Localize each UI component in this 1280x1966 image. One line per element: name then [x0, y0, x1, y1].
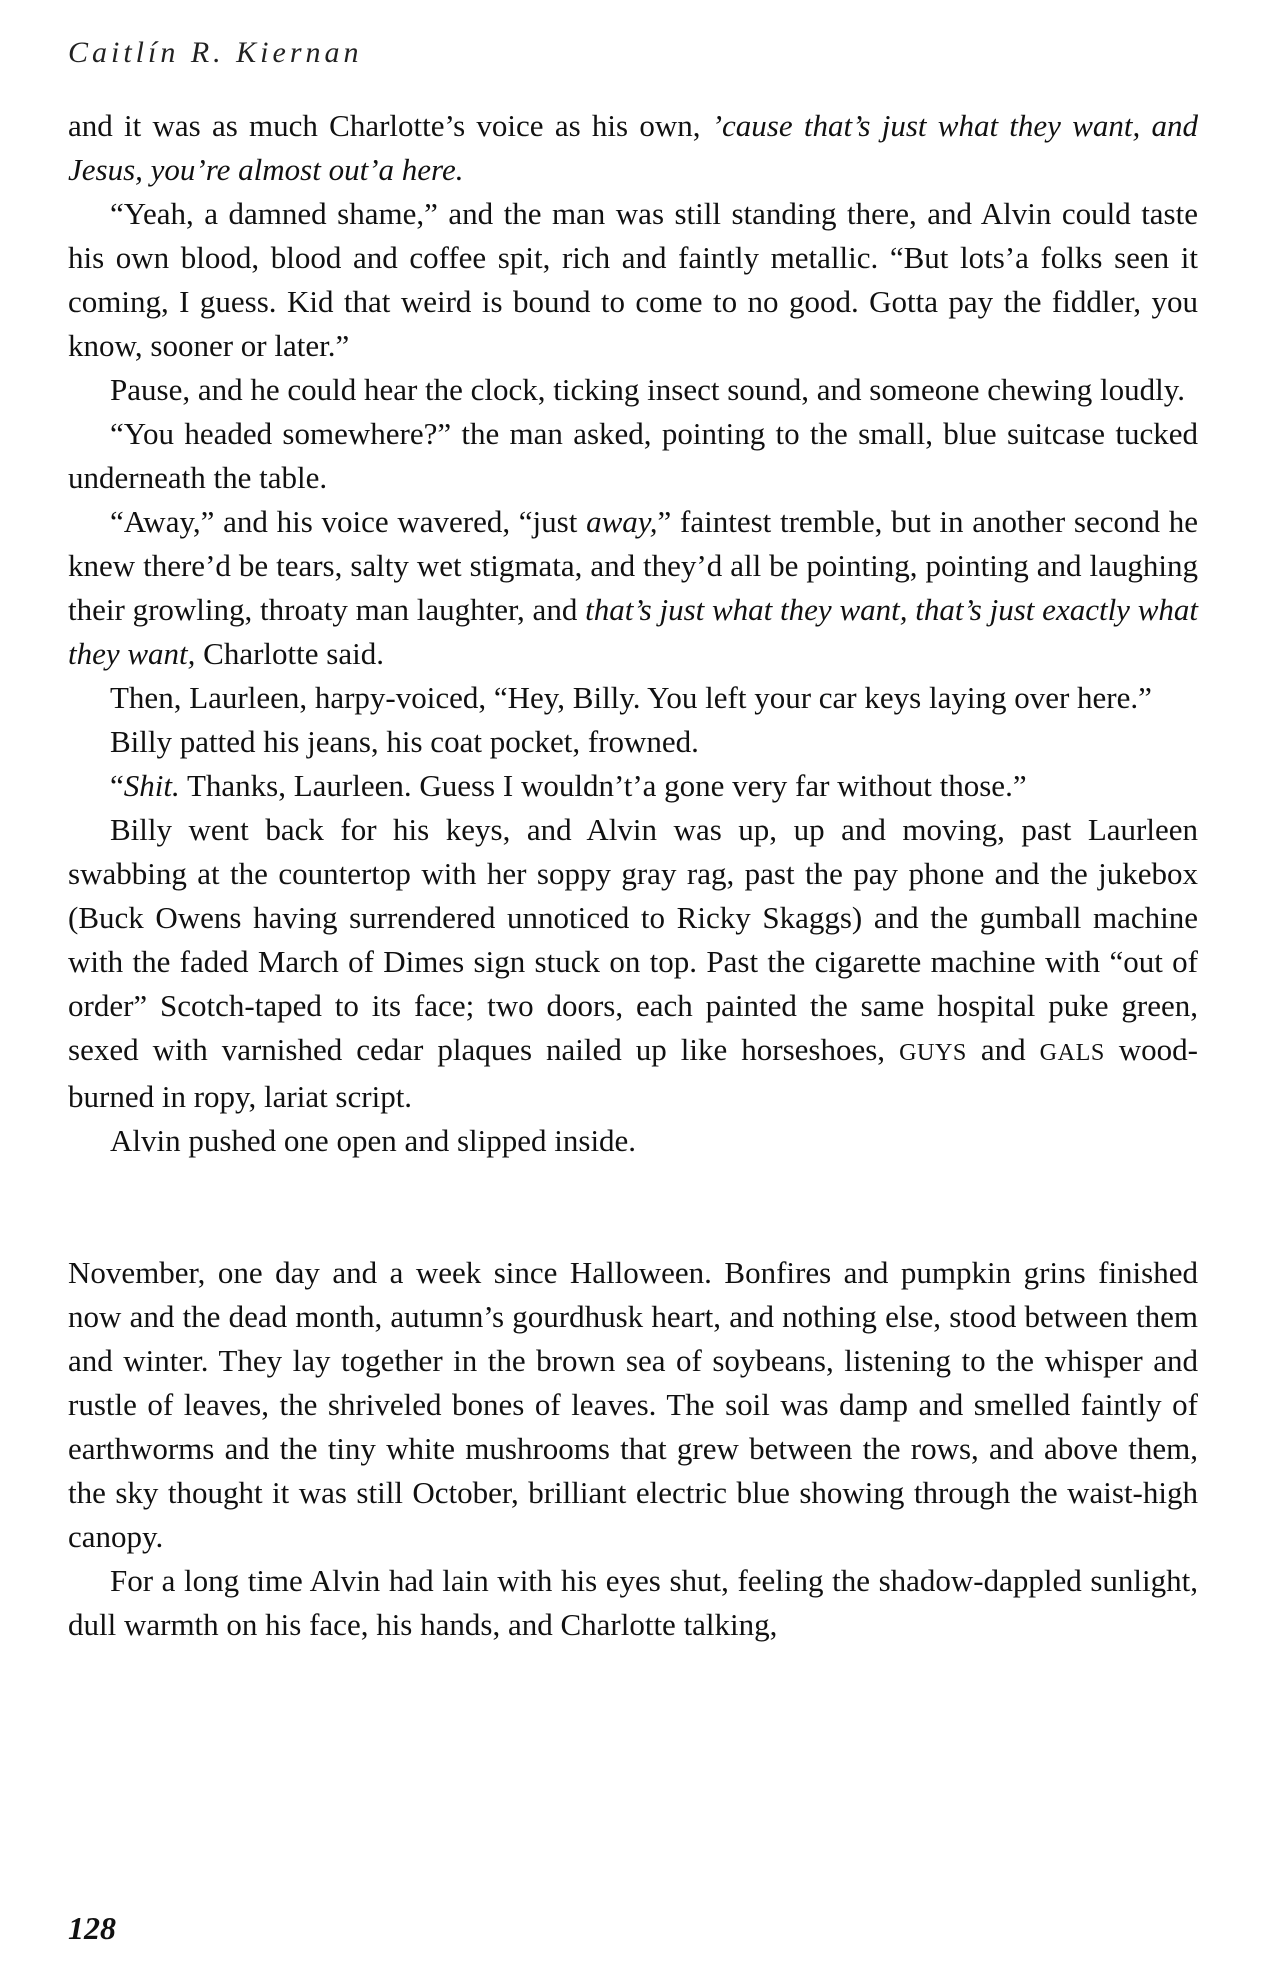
running-head: Caitlín R. Kiernan	[68, 36, 363, 69]
text-run: ” faintest tremble, but in another second he knew there’d be tears, salty wet stigmata, and they’d all be pointing, pointing and laughing their growling, throaty man laughter, and	[68, 504, 1198, 627]
text-run: “	[110, 768, 124, 803]
paragraph: For a long time Alvin had lain with his eyes shut, feeling the shadow-dappled sunlight, dull warmth on his face, his hands, and Charlotte talking,	[68, 1563, 1198, 1642]
paragraph: Alvin pushed one open and slipped inside.	[110, 1123, 637, 1158]
small-caps-run: GUYS	[899, 1039, 967, 1066]
italic-run: that’s just what they want, that’s just exactly what they want,	[68, 592, 1198, 671]
text-run: and	[966, 1032, 1040, 1067]
paragraph	[68, 500, 1198, 676]
paragraph: “You headed somewhere?” the man asked, pointing to the small, blue suitcase tucked underneath the table.	[68, 416, 1198, 495]
small-caps-run: GALS	[1039, 1039, 1105, 1066]
italic-run: away,	[586, 504, 658, 539]
paragraph: Pause, and he could hear the clock, ticking insect sound, and someone chewing loudly.	[110, 372, 1185, 407]
page-number: 128	[68, 1910, 116, 1946]
text-run: Charlotte said.	[195, 636, 384, 671]
paragraph	[68, 808, 1198, 1119]
text-run: wood-burned in ropy, lariat script.	[68, 1032, 1198, 1114]
text-run: Thanks, Laurleen. Guess I wouldn’t’a gone very far without those.”	[179, 768, 1027, 803]
section-break	[68, 1163, 1198, 1251]
paragraph	[68, 104, 1198, 192]
paragraph: “Yeah, a damned shame,” and the man was still standing there, and Alvin could taste his own blood, blood and coffee spit, rich and faintly metallic. “But lots’a folks seen it coming, I guess. Kid that weird is bound to come to no good. Gotta pay the fiddler, you know, sooner or later.”	[68, 196, 1198, 363]
paragraph: Then, Laurleen, harpy-voiced, “Hey, Billy. You left your car keys laying over here.”	[110, 680, 1152, 715]
italic-run: Shit.	[123, 768, 180, 803]
paragraph: November, one day and a week since Halloween. Bonfires and pumpkin grins finished now and the dead month, autumn’s gourdhusk heart, and nothing else, stood between them and winter. They lay together in the brown sea of soybeans, listening to the whisper and rustle of leaves, the shriveled bones of leaves. The soil was damp and smelled faintly of earthworms and the tiny white mushrooms that grew between the rows, and above them, the sky thought it was still October, brilliant electric blue showing through the waist-high canopy.	[68, 1255, 1198, 1554]
body-text	[68, 104, 1198, 1647]
text-run: and it was as much Charlotte’s voice as his own,	[68, 108, 712, 143]
text-run: “Away,” and his voice wavered, “just	[110, 504, 587, 539]
text-run: Billy went back for his keys, and Alvin was up, up and moving, past Laurleen swabbing at the countertop with her soppy gray rag, past the pay phone and the jukebox (Buck Owens having surrendered unnoticed to Ricky Skaggs) and the gumball machine with the faded March of Dimes sign stuck on top. Past the cigarette machine with “out of order” Scotch-taped to its face; two doors, each painted the same hospital puke green, sexed with varnished cedar plaques nailed up like horseshoes,	[68, 812, 1198, 1067]
paragraph	[68, 764, 1198, 808]
paragraph: Billy patted his jeans, his coat pocket, frowned.	[110, 724, 699, 759]
italic-run: ’cause that’s just what they want, and Jesus, you’re almost out’a here.	[68, 108, 1198, 187]
